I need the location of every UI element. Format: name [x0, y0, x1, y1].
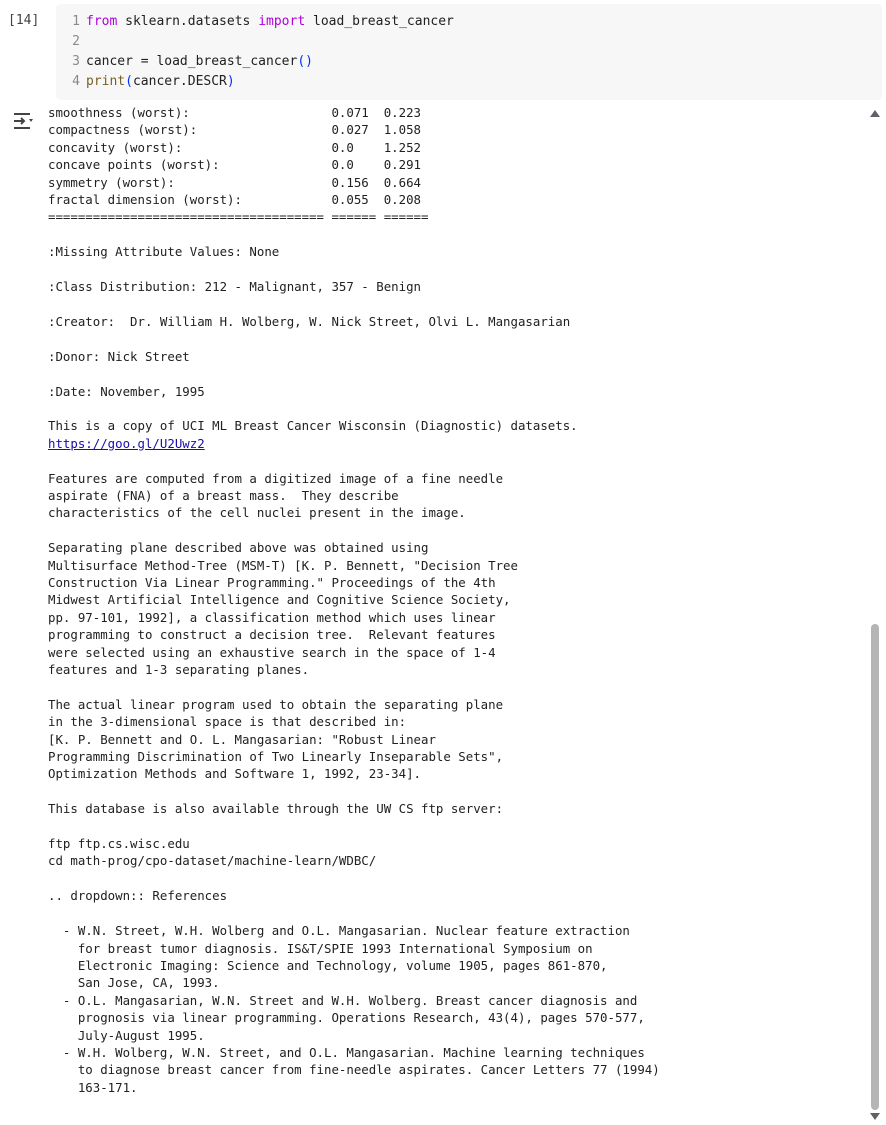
code-editor[interactable]: [56, 4, 882, 100]
line-number: 2: [72, 34, 80, 49]
code-token: sklearn.datasets: [117, 14, 259, 29]
line-number: 3: [72, 54, 80, 69]
line-number: 1: [72, 14, 80, 29]
output-text-part: smoothness (worst): 0.071 0.223 compactness (worst): 0.027 1.058 concavity (worst): 0.0 1.252 concave points (worst): 0.0 0.291 symmetry (worst): 0.156 0.664 fractal dimension (worst): 0.055 0.208 ===================================== ====== ====== :Missing Attribute Values: None :Class Distribution: 212 - Malignant, 357 - Benign :Creator: Dr. William H. Wolberg, W. Nick Street, Olvi L. Mangasarian :Donor: Nick Street :Date: November, 1995 This is a copy of UCI ML Breast Cancer Wisconsin (Diagnostic) datasets.: [48, 105, 578, 434]
code-token: load_breast_cancer: [305, 14, 454, 29]
output-scrollbar[interactable]: [868, 106, 882, 1122]
output-text: [48, 104, 848, 1096]
output-text-part: Features are computed from a digitized image of a fine needle aspirate (FNA) of a breast mass. They describe characteristics of the cell nuclei present in the image. Separating plane described above was obtained using Multisurface Method-Tree (MSM-T) [K. P. Bennett, "Decision Tree Construction Via Linear Programming." Proceedings of the 4th Midwest Artificial Intelligence and Cognitive Science Society, pp. 97-101, 1992], a classification method which uses linear programming to construct a decision tree. Relevant features were selected using an exhaustive search in the space of 1-4 features and 1-3 separating planes. The actual linear program used to obtain the separating plane in the 3-dimensional space is that described in: [K. P. Bennett and O. L. Mangasarian: "Robust Linear Programming Discrimination of Two Linearly Inseparable Sets", Optimization Methods and Software 1, 1992, 23-34]. This database is also available through the UW CS ftp server: ftp ftp.cs.wisc.edu cd math-prog/cpo-dataset/machine-learn/WDBC/ .. dropdown:: References - W.N. Street, W.H. Wolberg and O.L. Mangasarian. Nuclear feature extraction for breast tumor diagnosis. IS&T/SPIE 1993 International Symposium on Electronic Imaging: Science and Technology, volume 1905, pages 861-870, San Jose, CA, 1993. - O.L. Mangasarian, W.N. Street and W.H. Wolberg. Breast cancer diagnosis and prognosis via linear programming. Operations Research, 43(4), pages 570-577, July-August 1995. - W.H. Wolberg, W.N. Street, and O.L. Mangasarian. Machine learning techniques to diagnose breast cancer from fine-needle aspirates. Cancer Letters 77 (1994) 163-171.: [48, 470, 660, 1095]
code-token: cancer.DESCR: [132, 74, 227, 89]
code-token: print: [86, 74, 126, 89]
code-line: [56, 32, 86, 52]
output-toggle-icon[interactable]: [12, 111, 36, 131]
code-line: [56, 12, 454, 32]
code-token: (: [125, 74, 133, 89]
code-line: [56, 72, 235, 92]
scroll-down-icon[interactable]: [870, 1113, 880, 1120]
code-token: ): [226, 74, 235, 89]
dataset-link[interactable]: https://goo.gl/U2Uwz2: [48, 435, 205, 451]
scroll-thumb[interactable]: [871, 624, 879, 1110]
code-token: import: [258, 14, 306, 29]
code-token: from: [86, 14, 118, 29]
code-token: (): [297, 54, 313, 69]
code-line: [56, 52, 313, 72]
code-cell: [0, 0, 886, 103]
line-number: 4: [72, 74, 80, 89]
scroll-up-icon[interactable]: [870, 110, 880, 117]
code-token: cancer = load_breast_cancer: [86, 54, 298, 69]
execution-count: [14]: [8, 13, 40, 28]
cell-output: [0, 103, 886, 1125]
